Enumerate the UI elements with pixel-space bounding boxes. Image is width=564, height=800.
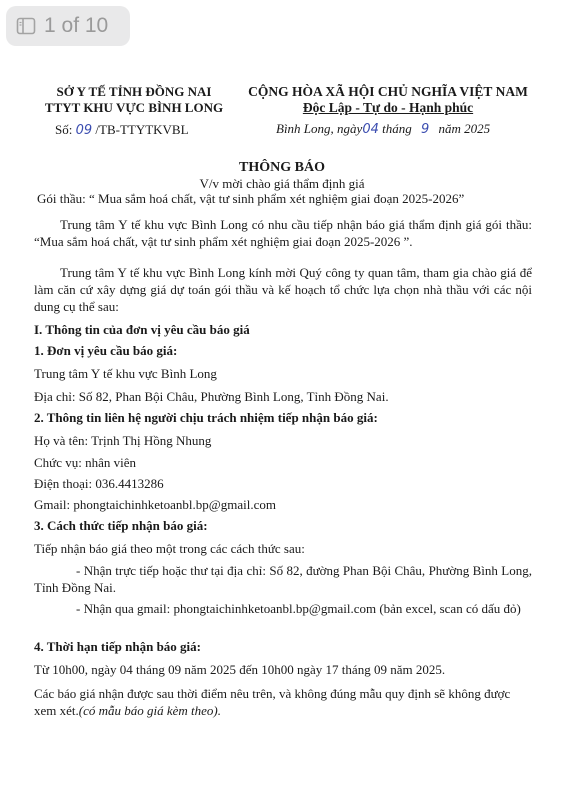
- date-year: năm 2025: [438, 121, 491, 136]
- late-note-text: Các báo giá nhận được sau thời điểm nêu trên, và không đúng mẫu quy định sẽ không được xem xét.: [34, 686, 511, 718]
- date-day: 04: [362, 122, 379, 137]
- sidebar-panel-icon[interactable]: [16, 16, 36, 36]
- subheading-receive: 3. Cách thức tiếp nhận báo giá:: [34, 518, 208, 533]
- document-number: [55, 122, 189, 138]
- paragraph-invite: [34, 264, 532, 315]
- issuer-department: SỞ Y TẾ TỈNH ĐỒNG NAI: [56, 84, 212, 99]
- receive-direct: [34, 562, 532, 596]
- page-indicator[interactable]: [6, 6, 130, 46]
- unit-address: Địa chỉ: Số 82, Phan Bội Châu, Phường Bình Long, Tỉnh Đồng Nai.: [34, 389, 389, 404]
- document-title: THÔNG BÁO: [239, 160, 325, 175]
- doc-number-handwritten: 09: [75, 123, 93, 138]
- page-indicator-text: 1 of 10: [44, 14, 109, 37]
- national-motto: Độc Lập - Tự do - Hạnh phúc: [302, 100, 474, 115]
- unit-name: Trung tâm Y tế khu vực Bình Long: [34, 366, 217, 381]
- para2-text: Trung tâm Y tế khu vực Bình Long kính mời Quý công ty quan tâm, tham gia chào giá để làm căn cứ xây dựng giá dự toán gói thầu và kế hoạch tổ chức lựa chọn nhà thầu với các nội dung cụ thể sau:: [34, 265, 532, 314]
- document-date: [276, 121, 490, 137]
- doc-number-prefix: Số:: [55, 122, 73, 137]
- subheading-unit: 1. Đơn vị yêu cầu báo giá:: [34, 343, 178, 358]
- national-title: CỘNG HÒA XÃ HỘI CHỦ NGHĨA VIỆT NAM: [248, 84, 528, 99]
- contact-phone: Điện thoại: 036.4413286: [34, 476, 164, 491]
- issuer-center: TTYT KHU VỰC BÌNH LONG: [44, 100, 224, 115]
- contact-role: Chức vụ: nhân viên: [34, 455, 137, 470]
- section-heading-1: I. Thông tin của đơn vị yêu cầu báo giá: [34, 322, 250, 337]
- receive-direct-text: - Nhận trực tiếp hoặc thư tại địa chỉ: Số 82, đường Phan Bội Châu, Phường Bình Long, Tỉnh Đồng Nai.: [34, 563, 532, 595]
- paragraph-intro: [34, 216, 532, 250]
- date-prefix: Bình Long, ngày: [276, 121, 363, 136]
- date-month: 9: [420, 122, 430, 137]
- receive-intro: Tiếp nhận báo giá theo một trong các cách thức sau:: [34, 541, 305, 556]
- national-header: [228, 84, 548, 116]
- late-note: [34, 685, 532, 719]
- document-subtitle: V/v mời chào giá thẩm định giá: [199, 176, 365, 191]
- subheading-deadline: 4. Thời hạn tiếp nhận báo giá:: [34, 639, 201, 654]
- contact-name: Họ và tên: Trịnh Thị Hồng Nhung: [34, 433, 212, 448]
- receive-email-text: - Nhận qua gmail: phongtaichinhketoanbl.bp@gmail.com (bản excel, scan có dấu đỏ): [76, 601, 521, 616]
- doc-number-suffix: /TB-TTYTKVBL: [95, 122, 189, 137]
- date-month-label: tháng: [382, 121, 412, 136]
- para1-text: Trung tâm Y tế khu vực Bình Long có nhu cầu tiếp nhận báo giá thẩm định giá gói thầu: “Mua sắm hoá chất, vật tư sinh phẩm xét nghiệm giai đoạn 2025-2026 ”.: [34, 217, 532, 249]
- receive-email: [34, 600, 532, 617]
- late-note-italic: (có mẫu báo giá kèm theo).: [78, 703, 222, 718]
- issuer-header: [44, 84, 224, 116]
- package-line: Gói thầu: “ Mua sắm hoá chất, vật tư sinh phẩm xét nghiệm giai đoạn 2025-2026”: [37, 191, 465, 206]
- contact-email: Gmail: phongtaichinhketoanbl.bp@gmail.com: [34, 497, 276, 512]
- subheading-contact: 2. Thông tin liên hệ người chịu trách nhiệm tiếp nhận báo giá:: [34, 410, 378, 425]
- deadline-text: Từ 10h00, ngày 04 tháng 09 năm 2025 đến 10h00 ngày 17 tháng 09 năm 2025.: [34, 662, 446, 677]
